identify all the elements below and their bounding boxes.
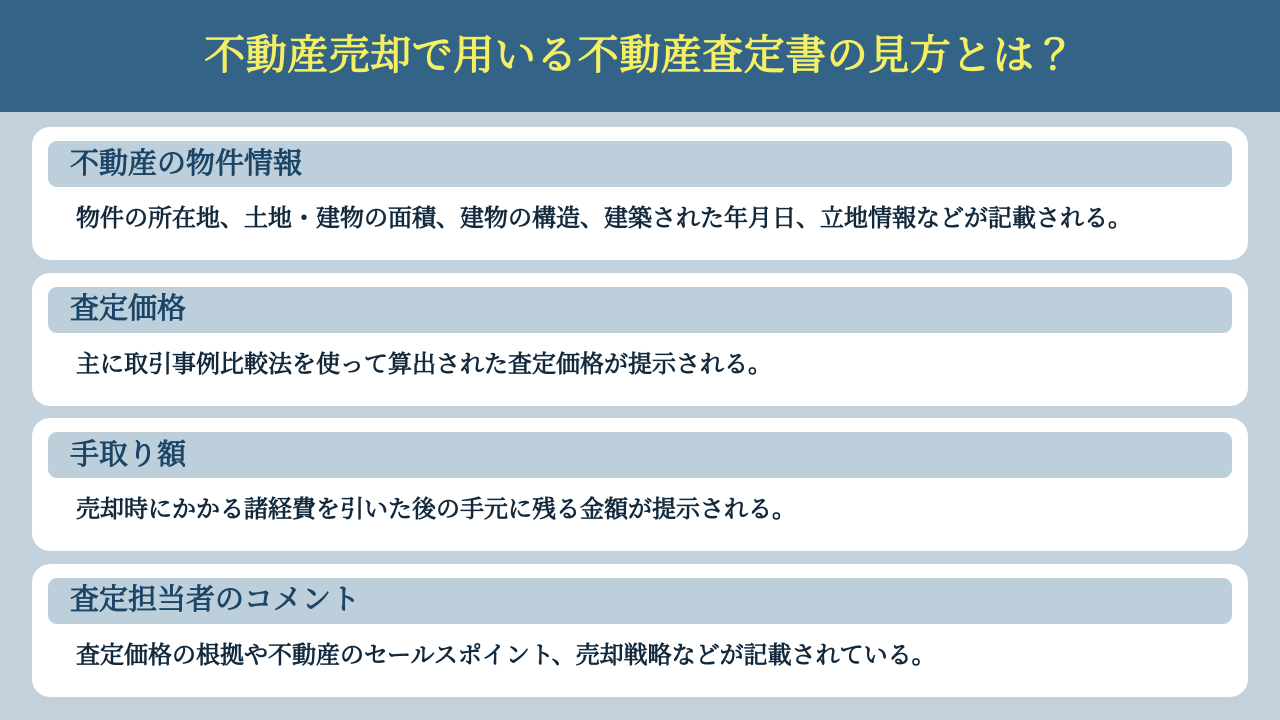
- card-heading-band: [48, 141, 1232, 187]
- card-heading-label: 不動産の物件情報: [70, 147, 303, 180]
- slide-header: [0, 0, 1280, 112]
- card-body-label: 主に取引事例比較法を使って算出された査定価格が提示される。: [76, 350, 772, 378]
- card-body: [48, 624, 1232, 671]
- list-item: [32, 273, 1248, 406]
- card-heading-label: 手取り額: [70, 438, 187, 471]
- card-body-label: 物件の所在地、土地・建物の面積、建物の構造、建築された年月日、立地情報などが記載される。: [76, 205, 1132, 232]
- list-item: [32, 564, 1248, 697]
- list-item: [32, 127, 1248, 260]
- card-body: [48, 187, 1232, 234]
- page-title: 不動産売却で用いる不動産査定書の見方とは？: [204, 32, 1076, 79]
- card-body-label: 売却時にかかる諸経費を引いた後の手元に残る金額が提示される。: [76, 496, 796, 524]
- list-item: [32, 418, 1248, 551]
- card-heading-band: [48, 432, 1232, 478]
- card-body-label: 査定価格の根拠や不動産のセールスポイント、売却戦略などが記載されている。: [76, 641, 936, 669]
- card-body: [48, 478, 1232, 525]
- card-body: [48, 333, 1232, 380]
- card-heading-band: [48, 287, 1232, 333]
- card-list: [32, 127, 1248, 697]
- card-heading-band: [48, 578, 1232, 624]
- card-heading-label: 査定価格: [70, 293, 187, 326]
- card-heading-label: 査定担当者のコメント: [70, 584, 361, 617]
